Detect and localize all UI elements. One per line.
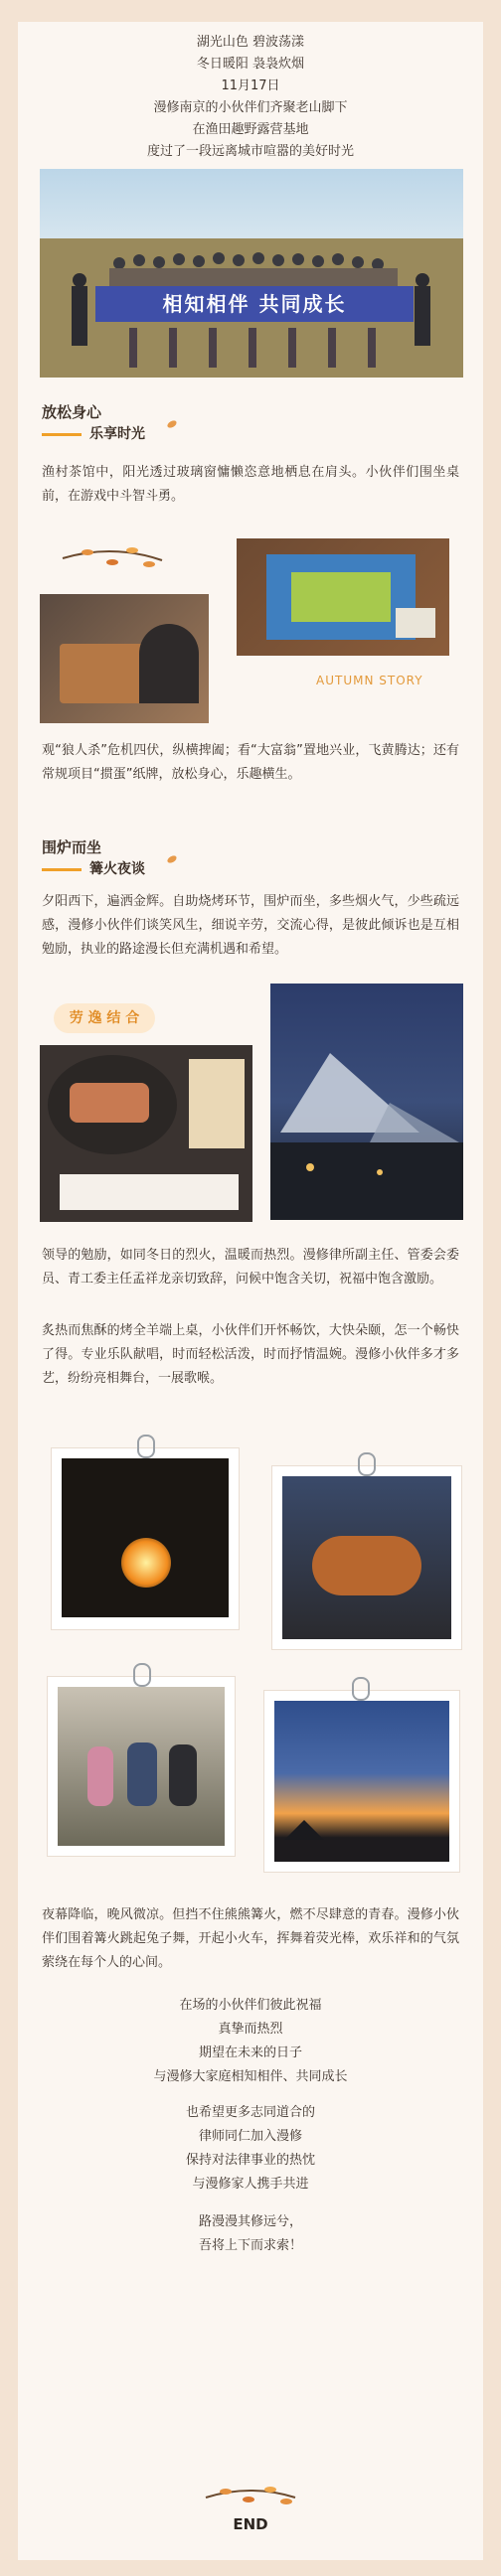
fire — [121, 1538, 171, 1588]
game-cards — [396, 608, 435, 638]
person — [139, 624, 199, 703]
group-photo — [40, 169, 463, 378]
section1-subtitle — [42, 423, 145, 443]
intro-line-6: 度过了一段远离城市喧嚣的美好时光 — [146, 144, 354, 159]
intro-line-1: 湖光山色 碧波荡漾 — [196, 35, 305, 50]
closing-line-2: 真挚而热烈 — [218, 2022, 283, 2037]
intro-line-3: 11月17日 — [221, 78, 280, 93]
closing-line-5: 也希望更多志同道合的 — [185, 2105, 315, 2120]
intro-line-2: 冬日暖阳 袅袅炊烟 — [196, 57, 305, 72]
paperclip-icon — [352, 1677, 370, 1701]
roastlamb-photo — [282, 1476, 451, 1639]
section1-subtitle-text: 乐享时光 — [89, 426, 145, 442]
tent-photo — [270, 984, 463, 1220]
section2-title: 围炉而坐 — [42, 838, 102, 856]
paperclip-icon — [358, 1452, 376, 1476]
closing-line-1: 在场的小伙伴们彼此祝福 — [179, 1998, 322, 2013]
work-life-label: 劳 逸 结 合 — [54, 1003, 155, 1033]
closing-line-4: 与漫修大家庭相知相伴、共同成长 — [153, 2069, 348, 2084]
autumn-story-label: AUTUMN STORY — [316, 674, 423, 687]
paperclip-icon — [133, 1663, 151, 1687]
branch-icon — [201, 2480, 300, 2513]
end-label: END — [233, 2515, 268, 2533]
paperclip-icon — [137, 1435, 155, 1458]
closing-line-8: 与漫修家人携手共进 — [192, 2177, 309, 2192]
intro-line-4: 漫修南京的小伙伴们齐聚老山脚下 — [153, 100, 348, 115]
bonfire-photo — [62, 1458, 229, 1617]
photo-frame-bonfire — [52, 1448, 239, 1629]
intro-line-5: 在渔田趣野露营基地 — [192, 122, 309, 137]
meat — [70, 1083, 149, 1123]
closing-line-9: 路漫漫其修远兮， — [198, 2214, 302, 2229]
leaf-icon — [166, 854, 178, 864]
section2-para1: 夕阳西下，遍洒金辉。自助烧烤环节，围炉而坐，多些烟火气，少些疏远感，漫修小伙伴们谈笑风生，细说辛劳，交流心得，是彼此倾诉也是互相勉励，执业的路途漫长但充满机遇和希望。 — [42, 894, 459, 957]
tablegame-photo — [40, 594, 209, 723]
section2-para4: 夜幕降临，晚风微凉。但挡不住熊熊篝火，燃不尽肆意的青春。漫修小伙伴们围着篝火跳起兔子舞，开起小火车，挥舞着荧光棒，欢乐祥和的气氛萦绕在每个人的心间。 — [42, 1907, 459, 1970]
accent-bar — [42, 433, 82, 436]
boardgame-photo — [237, 538, 449, 656]
closing-line-6: 律师同仁加入漫修 — [198, 2129, 302, 2144]
closing-line-7: 保持对法律事业的热忱 — [185, 2153, 315, 2168]
section2-subtitle — [42, 858, 145, 878]
lamb — [312, 1536, 421, 1595]
section1-para2: 观“狼人杀”危机四伏，纵横捭阖；看“大富翁”置地兴业，飞黄腾达；还有常规项目“掼蛋”纸牌，放松身心，乐趣横生。 — [42, 743, 459, 782]
section2-subtitle-text: 篝火夜谈 — [89, 861, 145, 877]
group-photo-people — [40, 169, 463, 378]
photo-frame-band — [48, 1677, 235, 1856]
food-tray — [189, 1059, 245, 1148]
bbq-photo — [40, 1045, 252, 1222]
guitarist — [127, 1743, 157, 1806]
musician — [169, 1744, 197, 1806]
dusk-tent — [274, 1701, 449, 1862]
section2-para3: 炙热而焦酥的烤全羊端上桌，小伙伴们开怀畅饮，大快朵颐，怎一个畅快了得。专业乐队献唱，时而轻松活泼，时而抒情温婉。漫修小伙伴多才多艺，纷纷亮相舞台，一展歌喉。 — [42, 1323, 459, 1386]
closing-line-3: 期望在未来的日子 — [198, 2046, 302, 2060]
band-photo — [58, 1687, 225, 1846]
branch-icon — [58, 538, 167, 578]
leaf-icon — [166, 419, 178, 429]
closing-line-10: 吾将上下而求索！ — [198, 2238, 302, 2253]
photo-frame-roastlamb — [272, 1466, 461, 1649]
article-card — [18, 22, 483, 2560]
accent-bar — [42, 868, 82, 871]
section1-para1: 渔村茶馆中，阳光透过玻璃窗慵懒恣意地栖息在肩头。小伙伴们围坐桌前，在游戏中斗智斗勇。 — [42, 465, 459, 504]
sauce-dishes — [60, 1174, 239, 1210]
banner: 相知相伴 共同成长 — [95, 286, 414, 322]
section1-title: 放松身心 — [42, 403, 102, 421]
section2-para2: 领导的勉励，如同冬日的烈火，温暖而热烈。漫修律所副主任、管委会委员、青工委主任孟祥龙亲切致辞，问候中饱含关切，祝福中饱含激励。 — [42, 1248, 459, 1287]
game-board-center — [291, 572, 391, 622]
tent-shape — [270, 984, 463, 1220]
dusk-photo — [274, 1701, 449, 1862]
photo-frame-dusk — [264, 1691, 459, 1872]
singer — [87, 1746, 113, 1806]
